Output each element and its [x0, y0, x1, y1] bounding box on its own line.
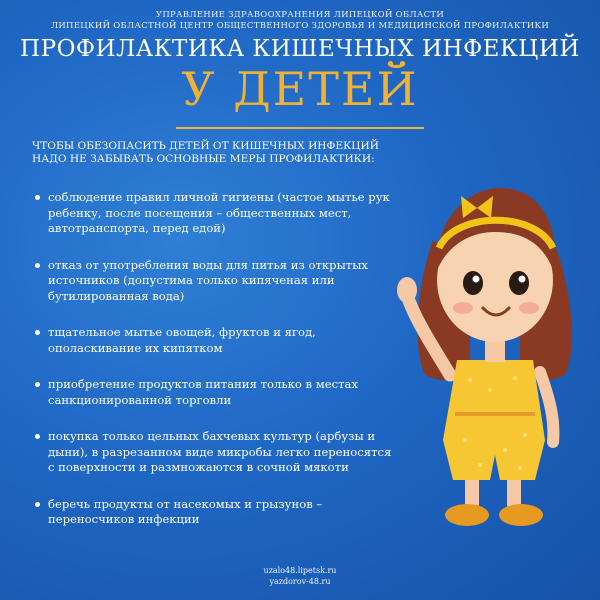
list-item: тщательное мытье овощей, фруктов и ягод, ополаскивание их кипятком	[30, 325, 400, 356]
list-item: соблюдение правил личной гигиены (частое мытье рук ребенку, после посещения – общественных мест, автотранспорта, перед едой)	[30, 190, 400, 237]
list-item: приобретение продуктов питания только в местах санкционированной торговли	[30, 377, 400, 408]
footer-links	[0, 565, 600, 587]
organization-line-2: ЛИПЕЦКИЙ ОБЛАСТНОЙ ЦЕНТР ОБЩЕСТВЕННОГО ЗДОРОВЬЯ И МЕДИЦИНСКОЙ ПРОФИЛАКТИКИ	[50, 21, 550, 31]
organization-line-1: УПРАВЛЕНИЕ ЗДРАВООХРАНЕНИЯ ЛИПЕЦКОЙ ОБЛАСТИ	[155, 10, 445, 20]
right-eye	[509, 271, 529, 295]
intro-text	[32, 140, 412, 166]
girl-illustration	[395, 150, 595, 550]
intro-line-2: НАДО НЕ ЗАБЫВАТЬ ОСНОВНЫЕ МЕРЫ ПРОФИЛАКТИКИ:	[32, 153, 375, 165]
page-subtitle-accent: У ДЕТЕЙ	[181, 62, 419, 116]
prevention-measures-list	[30, 190, 400, 528]
website-link-2[interactable]: yazdorov-48.ru	[269, 577, 331, 586]
waving-hand	[397, 277, 417, 303]
yellow-dress	[443, 360, 545, 480]
list-item: беречь продукты от насекомых и грызунов – переносчиков инфекции	[30, 497, 400, 528]
left-cheek	[453, 302, 473, 314]
list-item: покупка только цельных бахчевых культур (арбузы и дыни), в разрезанном виде микробы легко переносятся с поверхности и размножаются в сочной мякоти	[30, 429, 400, 476]
left-eye	[463, 271, 483, 295]
neck	[485, 340, 505, 362]
page-title: ПРОФИЛАКТИКА КИШЕЧНЫХ ИНФЕКЦИЙ	[20, 36, 580, 62]
right-cheek	[519, 302, 539, 314]
title-underline-divider	[176, 127, 424, 129]
right-shoe	[499, 504, 543, 526]
left-shoe	[445, 504, 489, 526]
website-link-1[interactable]: uzalo48.lipetsk.ru	[263, 566, 337, 575]
list-item: отказ от употребления воды для питья из открытых источников (допустима только кипяченая или бутилированная вода)	[30, 258, 400, 305]
intro-line-1: ЧТОБЫ ОБЕЗОПАСИТЬ ДЕТЕЙ ОТ КИШЕЧНЫХ ИНФЕКЦИЙ	[32, 140, 379, 152]
dress-belt	[455, 412, 535, 416]
